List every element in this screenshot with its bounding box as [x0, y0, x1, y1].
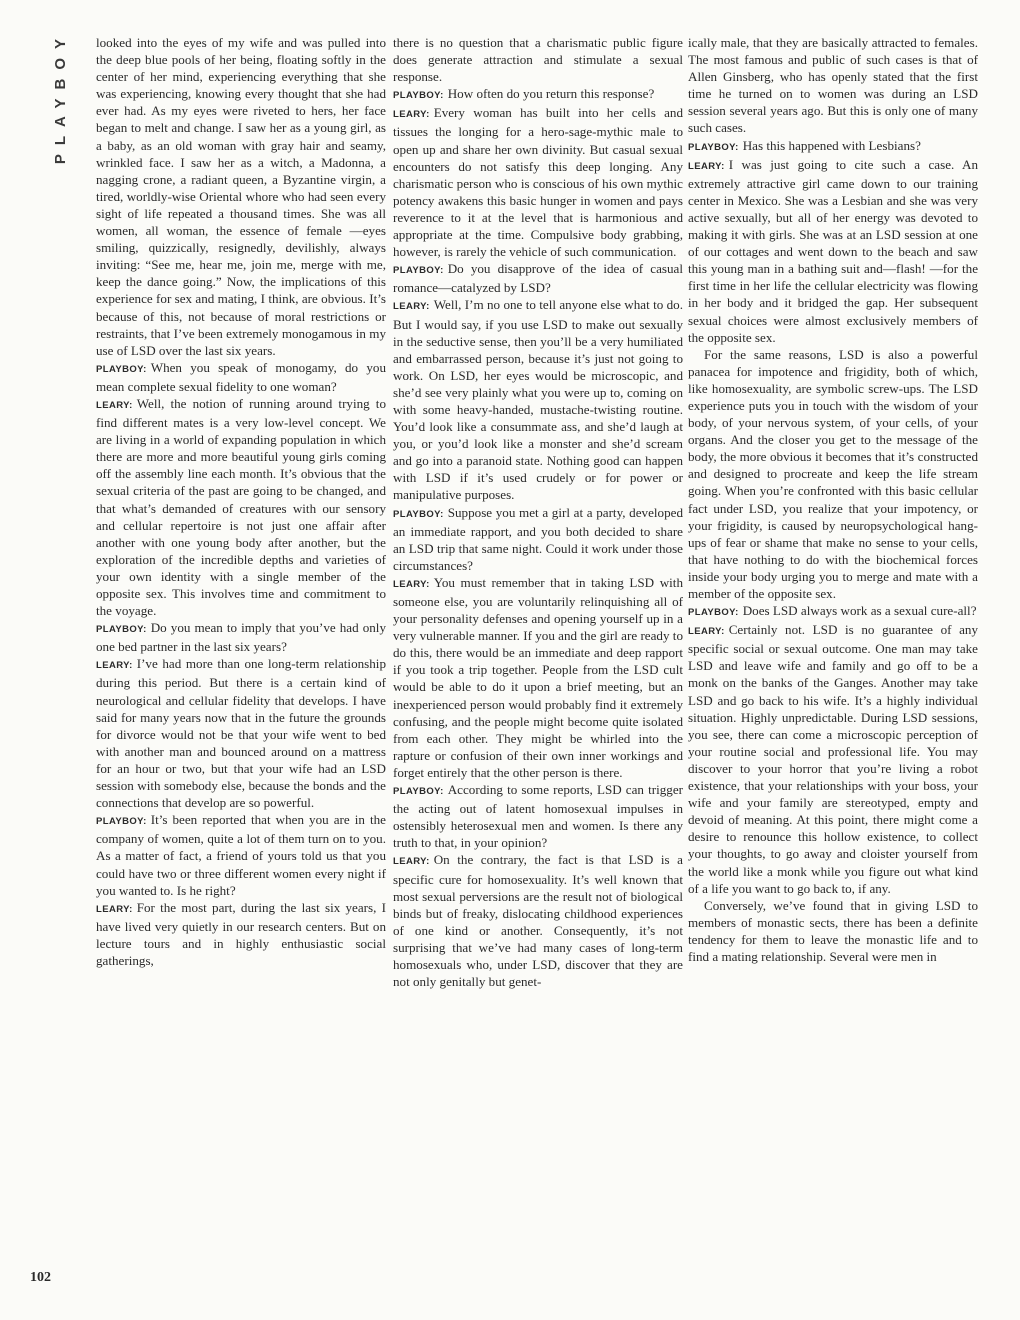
- interviewer-question: [96, 619, 386, 655]
- paragraph-text: Every woman has built into her cells and tissues the longing for a hero-sage-mythic male to open up and share her own divinity. But casual sexual encounters do not satisfy this deep longing. Any charismatic person who is conscious of his own mythic potency awakens this basic hunger in women and pays reverence to it at the level that is harmonious and appropriate at the time. Compulsive body grabbing, however, is rarely the vehicle of such communication.: [393, 105, 683, 260]
- paragraph-text: For the same reasons, LSD is also a powerful panacea for impotence and frigidity, both of which, like homosexuality, are symbolic screw-ups. The LSD experience puts you in touch with the wisdom of your body, of your nervous system, of your cells, of your organs. And the closer you get to the message of the body, the more obvious it becomes that it’s constructed and designed to procreate and keep the life stream going. When you’re confronted with this basic cellular fact under LSD, you realize that your impotency, or your frigidity, is caused by neuropsychological hang-ups of fear or shame that make no sense to your cells, that have nothing to do with the biochemical forces inside your body urging you to merge and mate with a member of the opposite sex.: [688, 346, 978, 601]
- paragraph-text: Do you mean to imply that you’ve had only one bed partner in the last six years?: [96, 620, 386, 655]
- paragraph-text: Has this happened with Lesbians?: [742, 137, 921, 153]
- interviewee-answer: [393, 296, 683, 503]
- paragraph-text: Well, I’m no one to tell anyone else what to do. But I would say, if you use LSD to make out sexually in the seductive sense, then you’ll be a very humiliated and embarrassed person, because it’s just not going to work. On LSD, her eyes would be microscopic, and she’d see very plainly what you were up to, coming on with some heavy-handed, mustache-twisting routine. You’d look like a consummate ass, and she’d laugh at you, or you’d look like a monster and she’d scream and go into a paranoid state. Nothing good can happen with LSD if it’s used crudely or for power or manipulative purposes.: [393, 297, 683, 503]
- paragraph-text: You must remember that in taking LSD with someone else, you are voluntarily relinquishing all of your personality defenses and opening yourself up in a very vulnerable manner. If you and the girl are ready to do this, there would be an immediate and deep rapport if you took a trip together. People from the LSD cult would be able to do it upon a brief meeting, but an inexperienced person would probably find it extremely confusing, and the people might become quite isolated from each other. They might be whirled into the rapture or confusion of their own inner workings and forget entirely that the other person is there.: [393, 574, 683, 780]
- interviewer-question: [688, 602, 978, 621]
- paragraph-text: I’ve had more than one long-term relationship during this period. But there is a certain kind of neurological and cellular fidelity that develops. I have said for many years now that in the future the grounds for divorce would not be that your wife went to bed with another man and bounced around on a mattress for an hour or two, but that your wife had an LSD session with somebody else, because the bonds and the connections that develop are so powerful.: [96, 656, 386, 811]
- speaker-label: PLAYBOY:: [96, 624, 147, 636]
- body-paragraph: [688, 897, 978, 965]
- speaker-label: PLAYBOY:: [393, 508, 444, 520]
- interviewee-answer: [96, 395, 386, 619]
- interviewer-question: [688, 137, 978, 156]
- speaker-label: LEARY:: [393, 856, 430, 868]
- interviewer-question: [393, 85, 683, 104]
- interviewer-question: [393, 781, 683, 851]
- body-paragraph: [96, 34, 386, 359]
- paragraph-text: According to some reports, LSD can trigger the acting out of latent homosexual impulses in ostensibly heterosexual men and women. Is there any truth to that, in your opinion?: [393, 782, 683, 851]
- speaker-label: LEARY:: [96, 399, 133, 411]
- speaker-label: PLAYBOY:: [393, 786, 444, 798]
- interviewee-answer: [688, 621, 978, 897]
- paragraph-text: Does LSD always work as a sexual cure-all?: [742, 603, 977, 619]
- paragraph-text: Well, the notion of running around trying to find different mates is a very low-level concept. We are living in a world of expanding population in which there are more and more beautiful young girls coming off the assembly line each month. It’s obvious that the sexual criteria of the past are going to be changed, and that what’s demanded of creatures with our sensory and cellular repertoire is not just one affair after another with one young body after another, but the exploration of the incredible depths and varieties of your own identity with a single member of the opposite sex. This involves time and commitment to the voyage.: [96, 395, 386, 619]
- paragraph-text: It’s been reported that when you are in the company of women, quite a lot of them turn on to you. As a matter of fact, a friend of yours told us that you could have two or three different women every night if you wanted to. Is he right?: [96, 812, 386, 898]
- paragraph-text: ically male, that they are basically attracted to females. The most famous and public of such cases is that of Allen Ginsberg, who has openly stated that the first time he turned on to women was during an LSD session several years ago. But this is only one of many such cases.: [688, 35, 978, 136]
- paragraph-text: there is no question that a charismatic public figure does generate attraction and stimulate a sexual response.: [393, 35, 683, 85]
- paragraph-text: For the most part, during the last six years, I have lived very quietly in our research centers. But on lecture tours and in highly enthusiastic social gatherings,: [96, 899, 386, 968]
- speaker-label: LEARY:: [393, 578, 430, 590]
- text-column-2: [393, 34, 683, 990]
- paragraph-text: Certainly not. LSD is no guarantee of any specific social or sexual outcome. One man may take LSD and leave wife and family and go off to be a monk on the banks of the Ganges. Another may take LSD and go back to his wife. It’s a highly individual situation. Highly unpredictable. During LSD sessions, you see, there can come a microscopic perception of your routine social and professional life. You may discover to your horror that you’re living a robot existence, that your relationships with your boss, your wife and your family are stereotyped, empty and devoid of meaning. At this point, there might come a desire to renounce this hollow existence, to collect your thoughts, to go away and cloister yourself from the world like a monk while you figure out what kind of a life you want to go back to, if any.: [688, 622, 978, 896]
- speaker-label: PLAYBOY:: [393, 90, 444, 102]
- paragraph-text: On the contrary, the fact is that LSD is a specific cure for homosexuality. It’s well known that most sexual perversions are the result not of biological binds but of freaky, dislocating childhood experiences of one kind or another. Consequently, it’s not surprising that we’ve had many cases of long-term homosexuals who, under LSD, discover that they are not only genitally but genet-: [393, 852, 683, 990]
- speaker-label: LEARY:: [393, 109, 430, 121]
- interviewee-answer: [393, 104, 683, 260]
- magazine-masthead: PLAYBOY: [52, 30, 69, 165]
- speaker-label: LEARY:: [688, 160, 725, 172]
- speaker-label: LEARY:: [688, 626, 725, 638]
- paragraph-text: looked into the eyes of my wife and was pulled into the deep blue pools of her being, floating softly in the center of her mind, experiencing everything that she was experiencing, knowing every thought that she had ever had. As my eyes were riveted to hers, her face began to melt and change. I saw her as a young girl, as a baby, as an old woman with gray hair and seamy, wrinkled face. I saw her as a witch, a Madonna, a nagging crone, a radiant queen, a Byzantine virgin, a tired, worldly-wise Oriental whore who had seen every sight of life repeated a thousand times. She was all women, all woman, the essence of female —eyes smiling, quizzically, resignedly, devilishly, always inviting: “See me, hear me, join me, merge with me, keep the dance going.” Now, the implications of this experience for sex and mating, I think, are obvious. It’s because of this, not because of moral restrictions or restraints, that I’ve been extremely monogamous in my use of LSD over the last six years.: [96, 35, 386, 358]
- body-paragraph: [393, 34, 683, 85]
- text-column-1: [96, 34, 386, 969]
- text-column-3: [688, 34, 978, 965]
- paragraph-text: Conversely, we’ve found that in giving LSD to members of monastic sects, there has been a definite tendency for them to leave the monastic life and to find a mating relationship. Several were men in: [688, 897, 978, 964]
- interviewer-question: [393, 504, 683, 574]
- body-paragraph: [688, 34, 978, 137]
- speaker-label: LEARY:: [96, 903, 133, 915]
- speaker-label: PLAYBOY:: [688, 141, 739, 153]
- interviewer-question: [393, 260, 683, 296]
- paragraph-text: Do you disapprove of the idea of casual romance—catalyzed by LSD?: [393, 261, 683, 296]
- interviewee-answer: [688, 156, 978, 346]
- paragraph-text: Suppose you met a girl at a party, developed an immediate rapport, and you both decided to share an LSD trip that same night. Could it work under those circumstances?: [393, 504, 683, 573]
- speaker-label: PLAYBOY:: [393, 265, 444, 277]
- paragraph-text: How often do you return this response?: [447, 86, 655, 102]
- speaker-label: PLAYBOY:: [96, 816, 147, 828]
- interviewer-question: [96, 811, 386, 898]
- paragraph-text: When you speak of monogamy, do you mean complete sexual fidelity to one woman?: [96, 359, 386, 394]
- body-paragraph: [688, 346, 978, 602]
- speaker-label: LEARY:: [393, 301, 430, 313]
- page-number: 102: [30, 1270, 51, 1285]
- interviewee-answer: [96, 899, 386, 969]
- speaker-label: PLAYBOY:: [96, 363, 147, 375]
- speaker-label: PLAYBOY:: [688, 607, 739, 619]
- paragraph-text: I was just going to cite such a case. An extremely attractive girl came down to our training center in Mexico. She was a Lesbian and she was very active sexually, but all of her energy was devoted to making it with girls. She was at an LSD session at one of our cottages and went down to the beach and saw this young man in a bathing suit and—flash! —for the first time in her life the cellular electricity was flowing in her body and it bridged the gap. Her subsequent sexual choices were almost exclusively members of the opposite sex.: [688, 156, 978, 345]
- speaker-label: LEARY:: [96, 660, 133, 672]
- interviewee-answer: [96, 655, 386, 811]
- interviewee-answer: [393, 574, 683, 781]
- interviewer-question: [96, 359, 386, 395]
- interviewee-answer: [393, 851, 683, 990]
